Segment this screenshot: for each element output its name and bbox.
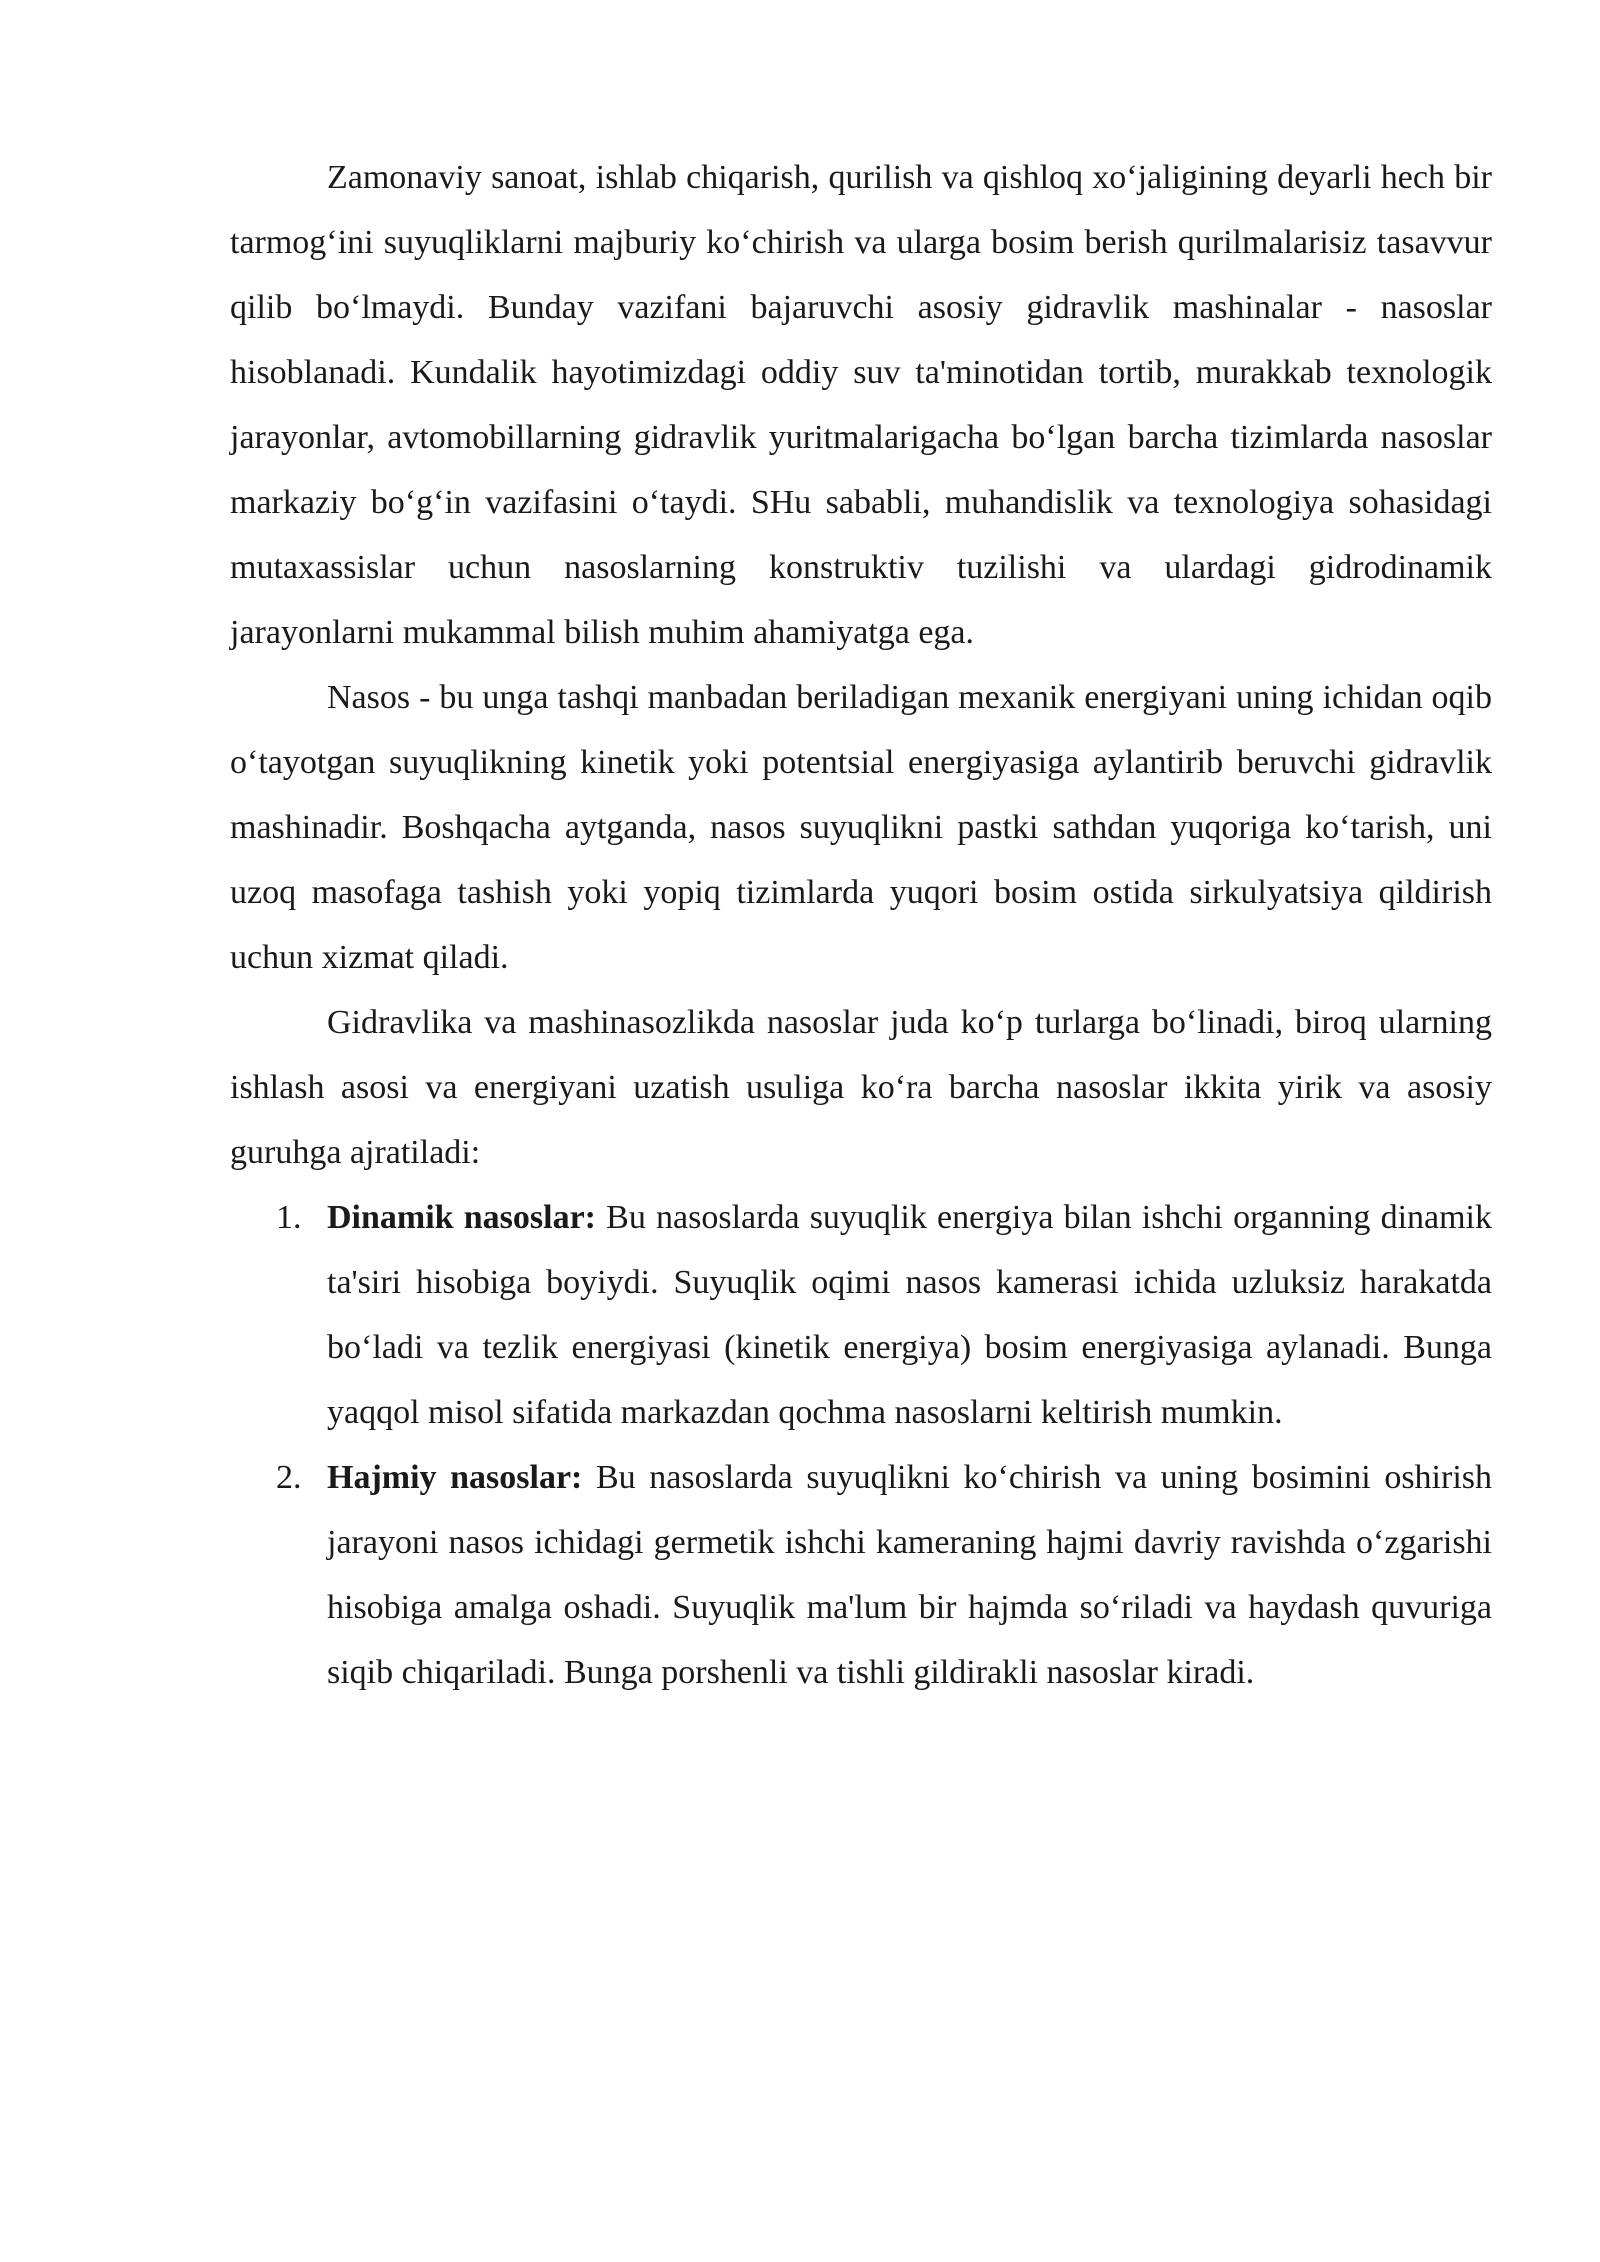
list-item-dynamic-pumps <box>230 1185 1492 1445</box>
list-item-title: Dinamik nasoslar: <box>327 1199 596 1236</box>
document-page <box>230 145 1492 1705</box>
list-item-volumetric-pumps <box>230 1445 1492 1705</box>
list-item-text: Bu nasoslarda suyuqlik energiya bilan ishchi organning dinamik ta'siri hisobiga boyiydi. Suyuqlik oqimi nasos kamerasi ichida uzluksiz harakatda bo‘ladi va tezlik energiyasi (kinetik energiya) bosim energiyasiga aylanadi. Bunga yaqqol misol sifatida markazdan qochma nasoslarni keltirish mumkin. <box>327 1199 1492 1431</box>
list-item-number: 1. <box>276 1199 302 1236</box>
paragraph-intro: Zamonaviy sanoat, ishlab chiqarish, qurilish va qishloq xo‘jaligining deyarli hech bir tarmog‘ini suyuqliklarni majburiy ko‘chirish va ularga bosim berish qurilmalarisiz tasavvur qilib bo‘lmaydi. Bunday vazifani bajaruvchi asosiy gidravlik mashinalar - nasoslar hisoblanadi. Kundalik hayotimizdagi oddiy suv ta'minotidan tortib, murakkab texnologik jarayonlar, avtomobillarning gidravlik yuritmalarigacha bo‘lgan barcha tizimlarda nasoslar markaziy bo‘g‘in vazifasini o‘taydi. SHu sababli, muhandislik va texnologiya sohasidagi mutaxassislar uchun nasoslarning konstruktiv tuzilishi va ulardagi gidrodinamik jarayonlarni mukammal bilish muhim ahamiyatga ega. <box>230 159 1492 651</box>
list-item-title: Hajmiy nasoslar: <box>327 1459 583 1496</box>
paragraph-classification: Gidravlika va mashinasozlikda nasoslar juda ko‘p turlarga bo‘linadi, biroq ularning ishlash asosi va energiyani uzatish usuliga ko‘ra barcha nasoslar ikkita yirik va asosiy guruhga ajratiladi: <box>230 1004 1492 1171</box>
pump-types-list <box>230 1185 1492 1705</box>
paragraph-definition: Nasos - bu unga tashqi manbadan beriladigan mexanik energiyani uning ichidan oqib o‘tayotgan suyuqlikning kinetik yoki potentsial energiyasiga aylantirib beruvchi gidravlik mashinadir. Boshqacha aytganda, nasos suyuqlikni pastki sathdan yuqoriga ko‘tarish, uni uzoq masofaga tashish yoki yopiq tizimlarda yuqori bosim ostida sirkulyatsiya qildirish uchun xizmat qiladi. <box>230 679 1492 976</box>
list-item-text: Bu nasoslarda suyuqlikni ko‘chirish va uning bosimini oshirish jarayoni nasos ichidagi germetik ishchi kameraning hajmi davriy ravishda o‘zgarishi hisobiga amalga oshadi. Suyuqlik ma'lum bir hajmda so‘riladi va haydash quvuriga siqib chiqariladi. Bunga porshenli va tishli gildirakli nasoslar kiradi. <box>327 1459 1492 1691</box>
list-item-number: 2. <box>276 1459 302 1496</box>
